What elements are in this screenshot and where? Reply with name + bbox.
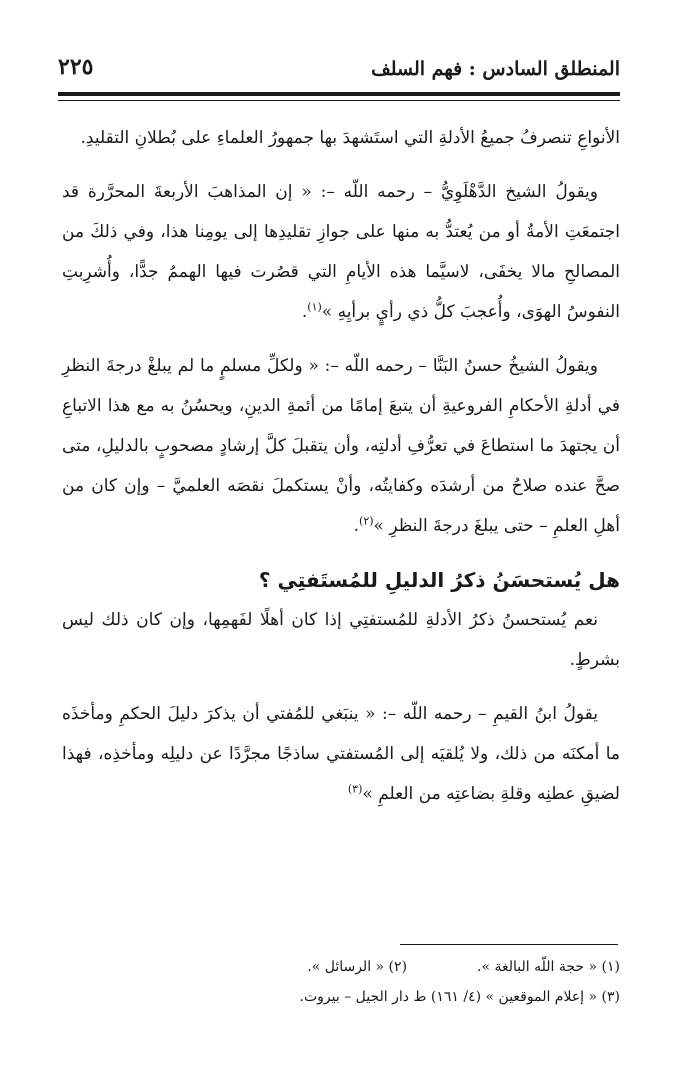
footnote-line (62, 982, 620, 1012)
footnote-marker: (٢) (359, 514, 374, 528)
paragraph-text: نعم يُستحسنُ ذكرُ الأدلةِ للمُستفتِي إذا كان أهلًا لفَهمِها، وإن كان ذلك ليس بشرطٍ. (62, 610, 620, 670)
running-head: المنطلق السادس : فهم السلف (371, 58, 620, 80)
section-heading: هل يُستحسَنُ ذكرُ الدليلِ للمُستَفتِي ؟ (258, 568, 620, 592)
paragraph-text: الأنواعِ تنصرفُ جميعُ الأدلةِ التي استَشهدَ بها جمهورُ العلماءِ على بُطلانِ التقليدِ. (80, 128, 620, 148)
footnote-1: (١) « حجة اللّه البالغة ». (477, 959, 620, 975)
footnotes (62, 952, 620, 1012)
paragraph-text: ويقولُ الشيخُ حسنُ البَنَّا – رحمه اللّه –: « ولكلِّ مسلمٍ ما لم يبلغْ درجةَ النظرِ في أدلةِ الأحكامِ الفروعيةِ أن يتبعَ إمامًا من أئمةِ الدينِ، ويحسُنُ به مع هذا الاتباعِ أن يجتهدَ ما استطاعَ في تعرُّفِ أدلتِه، وأن يتقبلَ كلَّ إرشادٍ مصحوبٍ بالدليلِ، متى صحَّ عنده صلاحُ من أرشدَه وكفايتُه، وأنْ يستكملَ نقصَه العلميَّ – وإن كان من أهلِ العلمِ – حتى يبلغَ درجةَ النظرِ » (62, 356, 620, 536)
paragraph-dehlawi-quote: ويقولُ الشيخ الدَّهْلَوِيُّ – رحمه اللّه –: « إن المذاهبَ الأربعةَ المحرَّرة قد اجتمعَتِ الأمةُ أو من يُعتدُّ به منها على جوازِ تقليدِها إلى يومِنا هذا، وفي ذلكَ من المصالحِ مالا يخفَى، لاسيَّما هذه الأيامِ التي قصُرت فيها الهممُ جدًّا، وأُشرِبتِ النفوسُ الهوَى، وأُعجبَ كلُّ ذي رأيٍ برأيِهِ »$^{(١)}$. (62, 182, 620, 322)
header-rule-thick (58, 92, 620, 96)
page-number: ٢٢٥ (58, 54, 94, 80)
header-rule-thin (58, 100, 620, 101)
footnote-separator (400, 944, 618, 945)
paragraph-answer (62, 600, 620, 680)
paragraph-continuation (62, 118, 620, 158)
paragraph-banna-quote: ويقولُ الشيخُ حسنُ البَنَّا – رحمه اللّه –: « ولكلِّ مسلمٍ ما لم يبلغْ درجةَ النظرِ في أدلةِ الأحكامِ الفروعيةِ أن يتبعَ إمامًا من أئمةِ الدينِ، ويحسُنُ به مع هذا الاتباعِ أن يجتهدَ ما استطاعَ في تعرُّفِ أدلتِه، وأن يتقبلَ كلَّ إرشادٍ مصحوبٍ بالدليلِ، متى صحَّ عنده صلاحُ من أرشدَه وكفايتُه، وأنْ يستكملَ نقصَه العلميَّ – وإن كان من أهلِ العلمِ – حتى يبلغَ درجةَ النظرِ »$^{(٢)}$. (62, 356, 620, 536)
page-header (58, 48, 620, 88)
paragraph-text: ويقولُ الشيخ الدَّهْلَوِيُّ – رحمه اللّه –: « إن المذاهبَ الأربعةَ المحرَّرة قد اجتمعَتِ الأمةُ أو من يُعتدُّ به منها على جوازِ تقليدِها إلى يومِنا هذا، وفي ذلكَ من المصالحِ مالا يخفَى، لاسيَّما هذه الأيامِ التي قصُرت فيها الهممُ جدًّا، وأُشرِبتِ النفوسُ الهوَى، وأُعجبَ كلُّ ذي رأيٍ برأيِهِ » (62, 182, 620, 322)
paragraph-text: يقولُ ابنُ القيمِ – رحمه اللّه –: « ينبَغي للمُفتي أن يذكرَ دليلَ الحكمِ ومأخذَه ما أمكنَه من ذلك، ولا يُلقيَه إلى المُستفتي ساذجًا مجرَّدًا عن دليلِه ومأخذِه، فهذا لضيقِ عطنِه وقلةِ بضاعتِه من العلمِ » (62, 704, 620, 804)
page-body (62, 118, 620, 828)
footnote-2: (٢) « الرسائل ». (307, 959, 408, 975)
footnote-marker: (٣) (347, 782, 363, 796)
footnote-line (62, 952, 620, 982)
paragraph-ibn-qayyim-quote (62, 694, 620, 814)
footnote-3: (٣) « إعلام الموقعين » (٤/ ١٦١) ط دار الجيل – بيروت. (299, 989, 620, 1005)
footnote-marker: (١) (307, 300, 322, 314)
